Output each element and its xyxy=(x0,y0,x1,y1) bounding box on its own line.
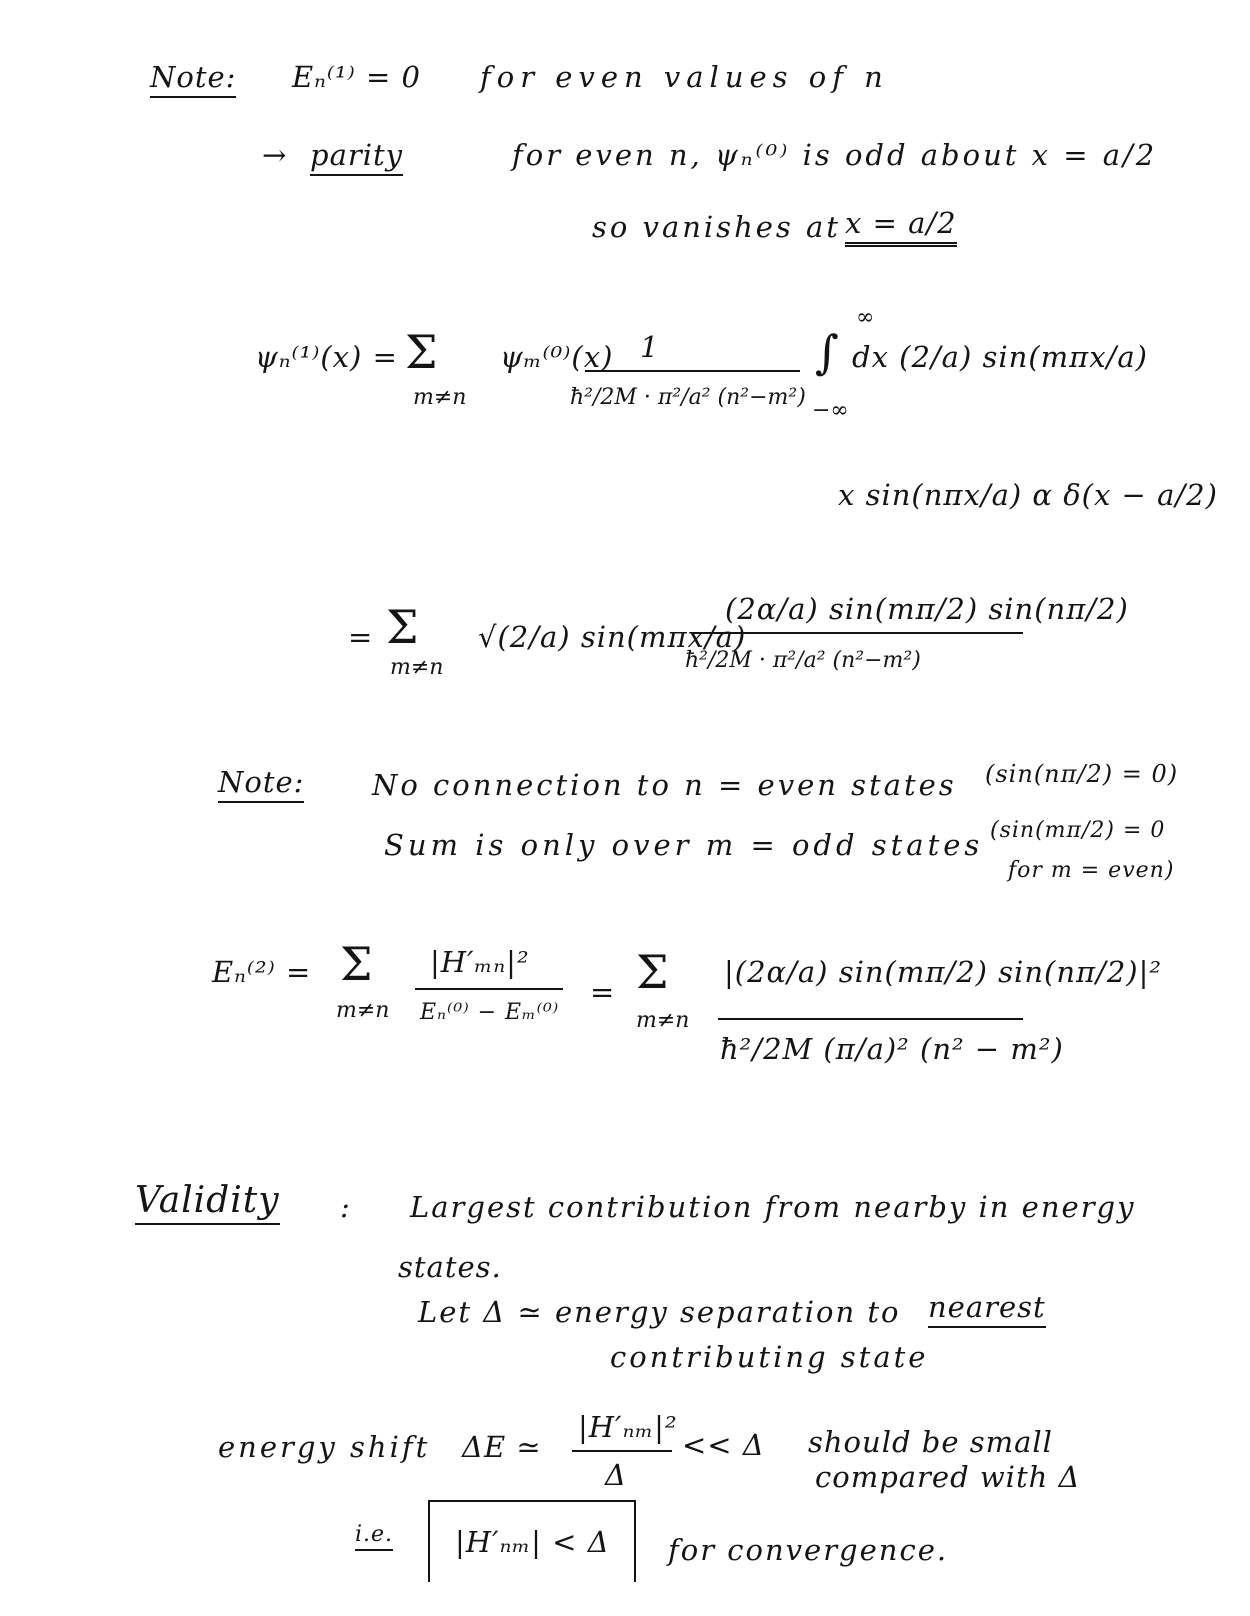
shift-note2: compared with Δ xyxy=(815,1460,1081,1494)
shift-denominator: Δ xyxy=(605,1458,627,1492)
validity-line3: Let Δ ≃ energy separation to xyxy=(418,1295,901,1329)
shift-note1: should be small xyxy=(808,1425,1053,1459)
convergence-text: for convergence. xyxy=(668,1533,949,1567)
eq1-term: ψₘ⁽⁰⁾(x) xyxy=(500,340,614,374)
eq3-sum-index: m≠n xyxy=(336,998,390,1023)
validity-line2: states. xyxy=(398,1250,502,1284)
vanish-point: x = a/2 xyxy=(845,206,957,247)
shift-label: energy shift xyxy=(218,1430,431,1464)
eq1-lhs: ψₙ⁽¹⁾(x) = xyxy=(255,340,398,374)
note1-text: for even values of n xyxy=(480,60,889,94)
eq3-fraction-bar xyxy=(415,988,563,990)
eq2-denominator: ħ²/2M · π²/a² (n²−m²) xyxy=(685,648,921,673)
note2-label: Note: xyxy=(218,765,304,803)
integral-lower: −∞ xyxy=(812,398,849,423)
eq2-sum: Σ xyxy=(386,600,419,654)
eq1-fraction-bar xyxy=(585,370,800,372)
parity-label: parity xyxy=(310,138,403,176)
shift-fraction-bar xyxy=(572,1450,672,1452)
eq1-sum: Σ xyxy=(405,325,438,379)
integral-upper: ∞ xyxy=(856,305,875,330)
eq2-sum-index: m≠n xyxy=(390,655,444,680)
eq3-fraction-bar2 xyxy=(718,1018,1023,1020)
first-order-energy: Eₙ⁽¹⁾ = 0 xyxy=(292,60,421,94)
shift-relation: << Δ xyxy=(682,1428,765,1462)
eq1-sum-index: m≠n xyxy=(413,385,467,410)
eq3-equals: = xyxy=(590,975,616,1009)
eq3-sum: Σ xyxy=(340,937,373,991)
vanish-text: so vanishes at xyxy=(592,210,841,244)
eq3-numerator: |H′ₘₙ|² xyxy=(430,945,530,979)
eq3-sum2: Σ xyxy=(636,945,669,999)
eq3-denominator2: ħ²/2M (π/a)² (n² − m²) xyxy=(720,1032,1064,1066)
second-order-energy-lhs: Eₙ⁽²⁾ = xyxy=(212,955,312,989)
integral-sign: ∫ xyxy=(815,325,839,379)
note2-line2-paren: (sin(mπ/2) = 0 xyxy=(990,818,1166,843)
validity-line4: contributing state xyxy=(610,1340,929,1374)
eq1-numerator: 1 xyxy=(640,330,660,364)
note2-line1-paren: (sin(nπ/2) = 0) xyxy=(985,760,1179,788)
validity-colon: : xyxy=(340,1190,351,1224)
shift-lhs: ΔE ≃ xyxy=(462,1430,542,1464)
eq2-prefix: = xyxy=(348,620,374,654)
eq3-numerator2: |(2α/a) sin(mπ/2) sin(nπ/2)|² xyxy=(724,955,1162,989)
eq3-sum2-index: m≠n xyxy=(636,1008,690,1033)
note-label: Note: xyxy=(150,60,236,98)
shift-numerator: |H′ₙₘ|² xyxy=(578,1410,678,1444)
eq1-integrand: dx (2/a) sin(mπx/a) xyxy=(852,340,1148,374)
note2-line3-paren: for m = even) xyxy=(1008,858,1175,883)
eq1-denominator: ħ²/2M · π²/a² (n²−m²) xyxy=(570,385,806,410)
arrow-icon: → xyxy=(262,138,288,172)
note2-line2: Sum is only over m = odd states xyxy=(384,828,984,862)
validity-label: Validity xyxy=(135,1180,280,1225)
eq3-denominator: Eₙ⁽⁰⁾ − Eₘ⁽⁰⁾ xyxy=(420,1000,560,1025)
note2-line1: No connection to n = even states xyxy=(372,768,957,802)
parity-text: for even n, ψₙ⁽⁰⁾ is odd about x = a/2 xyxy=(512,138,1158,172)
eq2-fraction-bar xyxy=(693,632,1023,634)
convergence-condition: |H′ₙₘ| < Δ xyxy=(455,1525,610,1559)
eq2-numerator: (2α/a) sin(mπ/2) sin(nπ/2) xyxy=(725,592,1129,626)
ie-label: i.e. xyxy=(355,1522,393,1551)
eq1-continuation: x sin(nπx/a) α δ(x − a/2) xyxy=(838,478,1218,512)
validity-line1: Largest contribution from nearby in energy xyxy=(410,1190,1136,1224)
eq2-term: √(2/a) sin(mπx/a) xyxy=(478,620,747,654)
validity-nearest: nearest xyxy=(928,1290,1046,1328)
